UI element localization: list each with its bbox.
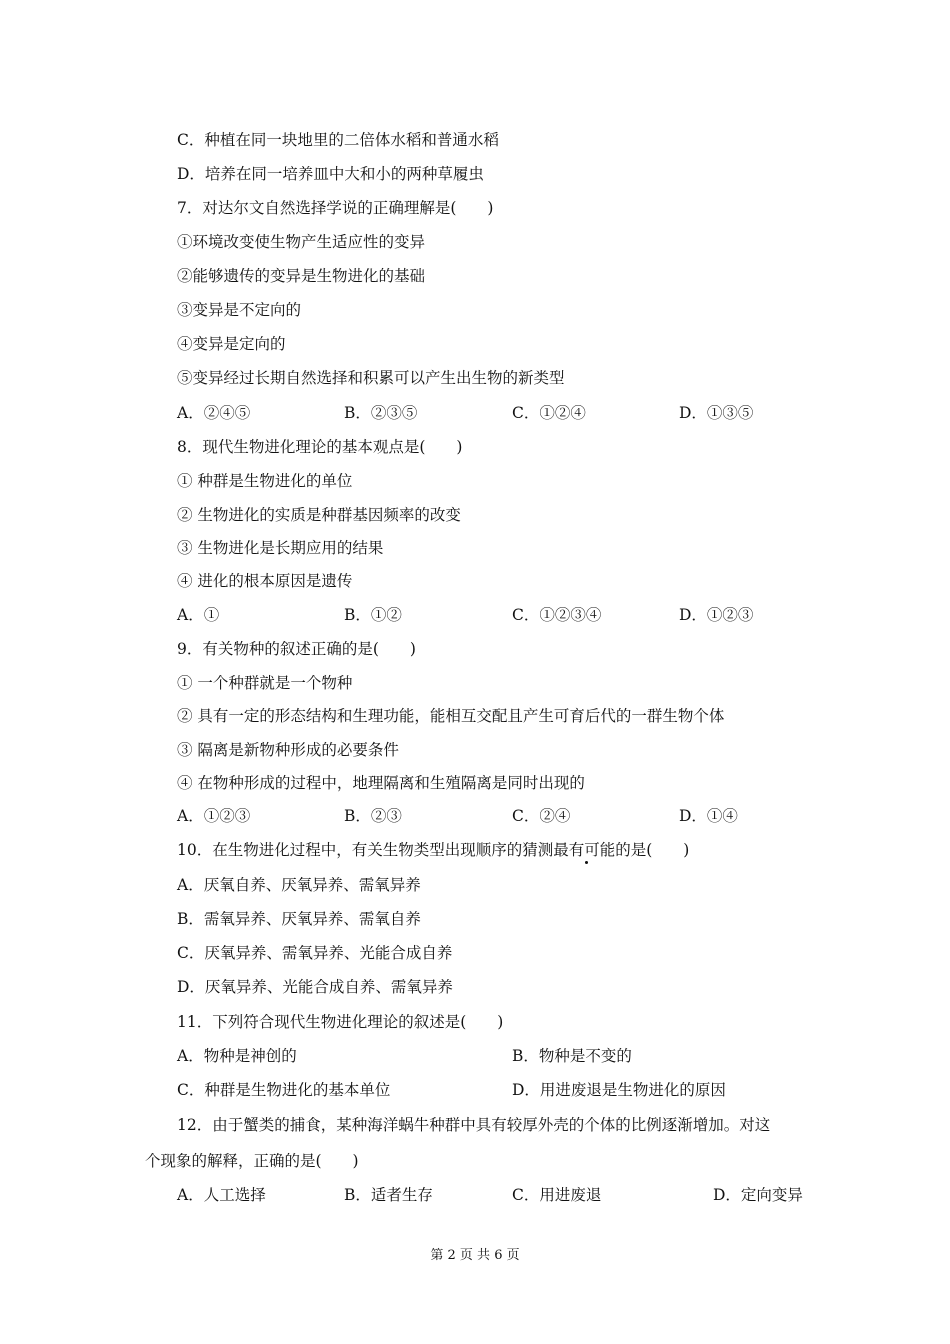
q9-item-2: ② 具有一定的形态结构和生理功能，能相互交配且产生可育后代的一群生物个体 (177, 707, 725, 725)
q9-option-d: D．①④ (679, 807, 738, 825)
q10-option-b: B．需氧异养、厌氧异养、需氧自养 (177, 910, 421, 928)
q6-option-d: D．培养在同一培养皿中大和小的两种草履虫 (177, 165, 484, 183)
q7-option-a: A．②④⑤ (177, 404, 251, 422)
q11-option-a: A．物种是神创的 (177, 1047, 297, 1065)
q8-option-b: B．①② (344, 606, 402, 624)
q12-option-a: A．人工选择 (177, 1186, 266, 1204)
q7-item-3: ③变异是不定向的 (177, 301, 302, 319)
q8-item-2: ② 生物进化的实质是种群基因频率的改变 (177, 506, 461, 524)
q8-item-1: ① 种群是生物进化的单位 (177, 472, 353, 490)
emphasis-dot (585, 861, 588, 864)
q11-options-row-1 (177, 1046, 817, 1066)
q10-option-d: D．厌氧异养、光能合成自养、需氧异养 (177, 978, 453, 996)
q7-option-c: C．①②④ (512, 404, 586, 422)
q9-item-1: ① 一个种群就是一个物种 (177, 674, 353, 692)
q9-item-4: ④ 在物种形成的过程中，地理隔离和生殖隔离是同时出现的 (177, 774, 585, 792)
q11-option-d: D．用进废退是生物进化的原因 (512, 1081, 726, 1099)
q6-option-c: C．种植在同一块地里的二倍体水稻和普通水稻 (177, 131, 499, 149)
q8-option-c: C．①②③④ (512, 606, 602, 624)
page-footer: 第 2 页 共 6 页 (430, 1248, 520, 1263)
q9-options (177, 806, 817, 826)
q7-item-2: ②能够遗传的变异是生物进化的基础 (177, 267, 426, 285)
q7-item-1: ①环境改变使生物产生适应性的变异 (177, 233, 426, 251)
q8-option-a: A．① (177, 606, 220, 624)
q9-option-c: C．②④ (512, 807, 571, 825)
q7-stem: 7．对达尔文自然选择学说的正确理解是( ) (177, 199, 494, 217)
q9-option-a: A．①②③ (177, 807, 251, 825)
q10-stem: 10．在生物进化过程中，有关生物类型出现顺序的猜测最有可能的是( ) (177, 841, 690, 859)
q9-option-b: B．②③ (344, 807, 402, 825)
q7-options (177, 403, 817, 423)
q8-option-d: D．①②③ (679, 606, 754, 624)
q12-options (177, 1185, 817, 1205)
q12-stem-line-2: 个现象的解释，正确的是( ) (145, 1152, 359, 1170)
q8-stem: 8．现代生物进化理论的基本观点是( ) (177, 438, 463, 456)
q12-stem-line-1: 12．由于蟹类的捕食，某种海洋蜗牛种群中具有较厚外壳的个体的比例逐渐增加。对这 (177, 1116, 771, 1134)
q12-option-c: C．用进废退 (512, 1186, 602, 1204)
q8-item-4: ④ 进化的根本原因是遗传 (177, 572, 353, 590)
q12-option-b: B．适者生存 (344, 1186, 433, 1204)
q10-option-c: C．厌氧异养、需氧异养、光能合成自养 (177, 944, 453, 962)
q11-option-c: C．种群是生物进化的基本单位 (177, 1081, 391, 1099)
q7-option-d: D．①③⑤ (679, 404, 754, 422)
q11-option-b: B．物种是不变的 (512, 1047, 632, 1065)
q9-item-3: ③ 隔离是新物种形成的必要条件 (177, 741, 399, 759)
q11-stem: 11．下列符合现代生物进化理论的叙述是( ) (177, 1013, 504, 1031)
q7-item-4: ④变异是定向的 (177, 335, 286, 353)
q8-options (177, 605, 817, 625)
q7-option-b: B．②③⑤ (344, 404, 418, 422)
q11-options-row-2 (177, 1080, 817, 1100)
q7-item-5: ⑤变异经过长期自然选择和积累可以产生出生物的新类型 (177, 369, 565, 387)
q9-stem: 9．有关物种的叙述正确的是( ) (177, 640, 416, 658)
q8-item-3: ③ 生物进化是长期应用的结果 (177, 539, 384, 557)
q10-option-a: A．厌氧自养、厌氧异养、需氧异养 (177, 876, 421, 894)
q12-option-d: D．定向变异 (713, 1186, 803, 1204)
